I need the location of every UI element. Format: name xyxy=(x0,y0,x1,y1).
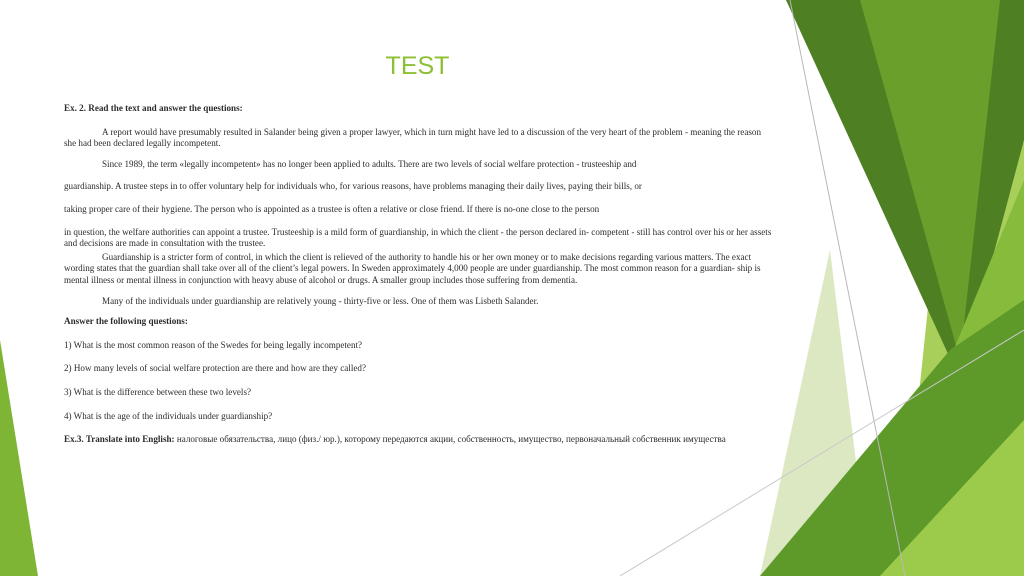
ex2-paragraph-4: Many of the individuals under guardianship are relatively young - thirty-five or less. One of them was Lisbeth Salander. xyxy=(102,295,539,306)
questions-heading: Answer the following questions: xyxy=(64,316,188,327)
ex2-paragraph-2-line-4: in question, the welfare authorities can appoint a trustee. Trusteeship is a mild form of guardianship, in which the client - the person declared in- competent - still has control over his or her assets and decisions are made in consultation with the trustee. xyxy=(64,226,772,249)
ex3-block xyxy=(64,434,774,446)
question-4: 4) What is the age of the individuals under guardianship? xyxy=(64,410,273,421)
content-area xyxy=(64,103,774,446)
ex2-paragraph-2-line-3: taking proper care of their hygiene. The person who is appointed as a trustee is often a relative or close friend. If there is no-one close to the person xyxy=(64,203,600,214)
slide-title: TEST xyxy=(385,52,450,80)
ex2-paragraph-3: Guardianship is a stricter form of control, in which the client is relieved of the authority to handle his or her own money or to make decisions regarding various matters. The exact wording states that the guardian shall take over all of the client’s legal powers. In Sweden approximately 4,000 people are under guardianship. The most common reason for a guardian- ship is mental illness or mental illness in conjunction with heavy abuse of alcohol or drugs. A smaller group includes those suffering from dementia. xyxy=(64,251,761,285)
ex2-paragraph-2-line-1: Since 1989, the term «legally incompetent» has no longer been applied to adults. There are two levels of social welfare protection - trusteeship and xyxy=(102,158,637,169)
left-green-shard xyxy=(0,340,38,576)
ex2-paragraph-2-line-2: guardianship. A trustee steps in to offer voluntary help for individuals who, for various reasons, have problems managing their daily lives, paying their bills, or xyxy=(64,181,642,192)
ex3-text: налоговые обязательства, лицо (физ./ юр.), которому передаются акции, собственность, имущество, первоначальный собственник имущества xyxy=(174,434,726,445)
ex2-heading: Ex. 2. Read the text and answer the questions: xyxy=(64,103,243,113)
question-3: 3) What is the difference between these two levels? xyxy=(64,386,252,397)
question-1: 1) What is the most common reason of the Swedes for being legally incompetent? xyxy=(64,339,363,350)
question-2: 2) How many levels of social welfare protection are there and how are they called? xyxy=(64,363,366,374)
ex3-label: Ex.3. Translate into English: xyxy=(64,434,175,445)
ex2-paragraph-1: A report would have presumably resulted in Salander being given a proper lawyer, which in turn might have led to a discussion of the very heart of the problem - meaning the reason she had been declared legally incompetent. xyxy=(64,126,761,149)
